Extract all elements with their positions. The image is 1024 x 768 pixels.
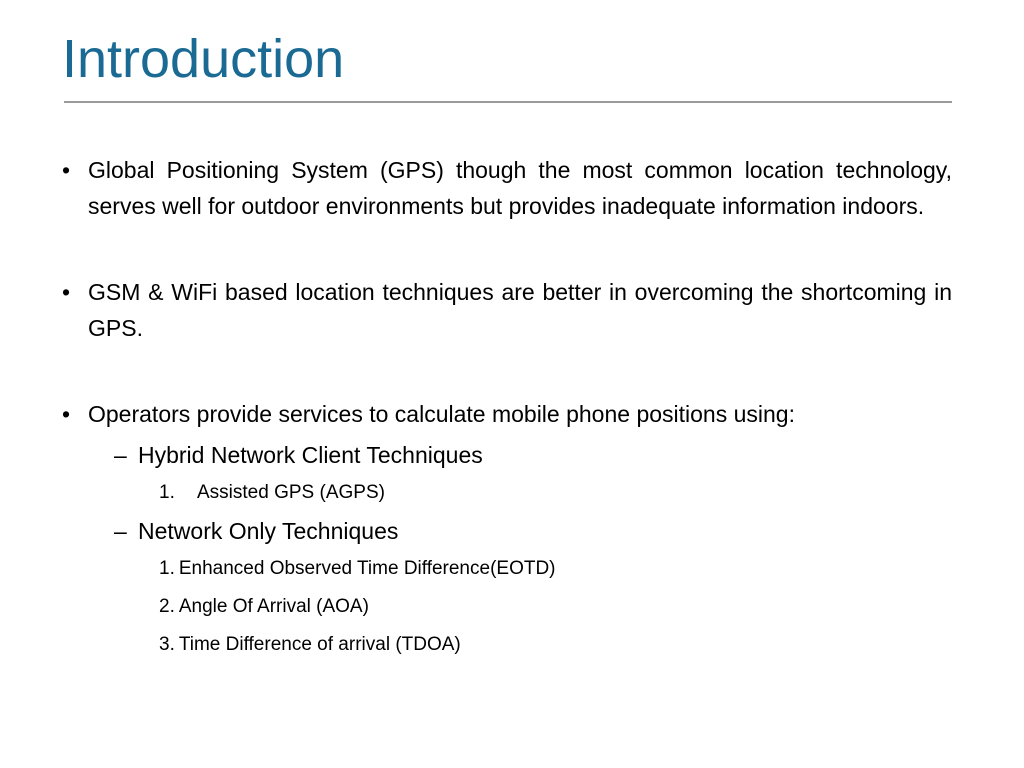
numbered-item	[62, 626, 952, 664]
item-number: 3.	[159, 634, 175, 655]
sub-bullet-item	[62, 436, 952, 474]
bullet-text: Operators provide services to calculate mobile phone positions using:	[88, 401, 795, 427]
item-number: 1.	[159, 558, 175, 579]
sub-bullet-item	[62, 512, 952, 550]
numbered-item	[62, 550, 952, 588]
sub-bullet-text: Hybrid Network Client Techniques	[138, 442, 483, 468]
bullet-item	[62, 274, 952, 346]
item-text: Angle Of Arrival (AOA)	[178, 596, 369, 617]
item-number: 2.	[159, 596, 175, 617]
slide-content	[62, 152, 952, 664]
item-text: Time Difference of arrival (TDOA)	[178, 634, 461, 655]
bullet-text: GSM & WiFi based location techniques are better in overcoming the shortcoming in GPS.	[88, 279, 952, 341]
sub-bullet-dash: –	[114, 518, 127, 544]
numbered-item	[62, 588, 952, 626]
item-number: 1.	[159, 482, 175, 503]
numbered-item	[62, 474, 952, 512]
sub-bullet-dash: –	[114, 442, 127, 468]
bullet-item	[62, 152, 952, 224]
bullet-symbol: •	[62, 401, 71, 427]
bullet-text: Global Positioning System (GPS) though the most common location technology, serves well for outdoor environments but provides inadequate information indoors.	[88, 157, 952, 219]
title-divider	[64, 101, 952, 103]
item-text: Assisted GPS (AGPS)	[197, 482, 385, 503]
bullet-symbol: •	[62, 157, 71, 183]
slide-title: Introduction	[62, 29, 345, 89]
bullet-item	[62, 396, 952, 432]
bullet-symbol: •	[62, 279, 71, 305]
sub-bullet-text: Network Only Techniques	[138, 518, 399, 544]
item-text: Enhanced Observed Time Difference(EOTD)	[178, 558, 556, 579]
